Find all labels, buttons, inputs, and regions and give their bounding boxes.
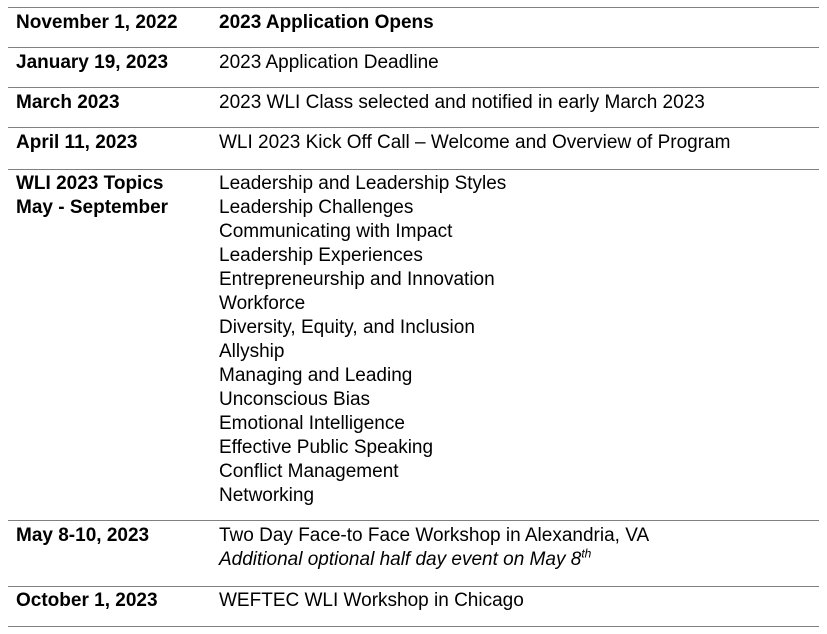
list-item: Unconscious Bias — [219, 389, 371, 410]
date-text: April 11, 2023 — [16, 132, 138, 153]
description-text: WEFTEC WLI Workshop in Chicago — [219, 590, 524, 611]
description-cell — [219, 131, 819, 169]
date-text: May - September — [16, 197, 169, 218]
description-cell — [219, 589, 819, 626]
list-item: Networking — [219, 485, 315, 506]
date-text: January 19, 2023 — [16, 52, 169, 73]
date-cell — [8, 589, 219, 626]
date-text: May 8-10, 2023 — [16, 525, 150, 546]
list-item: Conflict Management — [219, 461, 399, 482]
table-row — [8, 127, 819, 169]
date-cell — [8, 51, 219, 87]
description-cell — [219, 91, 819, 127]
date-cell — [8, 524, 219, 586]
note-superscript: th — [581, 546, 592, 561]
list-item: Leadership Challenges — [219, 197, 414, 218]
list-item: Diversity, Equity, and Inclusion — [219, 317, 475, 338]
date-cell — [8, 91, 219, 127]
list-item: Emotional Intelligence — [219, 413, 405, 434]
table-row — [8, 87, 819, 127]
date-text: November 1, 2022 — [16, 12, 178, 33]
optional-event-note — [219, 548, 819, 572]
list-item: Managing and Leading — [219, 365, 413, 386]
description-text: 2023 WLI Class selected and notified in early March 2023 — [219, 92, 705, 113]
list-item: Leadership and Leadership Styles — [219, 173, 507, 194]
table-row — [8, 586, 819, 627]
table-row — [8, 7, 819, 47]
list-item: Effective Public Speaking — [219, 437, 434, 458]
description-text: WLI 2023 Kick Off Call – Welcome and Overview of Program — [219, 132, 731, 153]
schedule-table — [8, 7, 819, 627]
description-text: Two Day Face-to Face Workshop in Alexandria, VA — [219, 525, 650, 546]
list-item: Allyship — [219, 341, 285, 362]
description-cell — [219, 51, 819, 87]
topics-list — [219, 172, 819, 520]
description-text: 2023 Application Opens — [219, 12, 434, 33]
description-text: 2023 Application Deadline — [219, 52, 439, 73]
list-item: Communicating with Impact — [219, 221, 453, 242]
date-text: WLI 2023 Topics — [16, 173, 164, 194]
table-row — [8, 520, 819, 586]
note-text: Additional optional half day event on May 8 — [219, 549, 582, 570]
date-text: March 2023 — [16, 92, 120, 113]
list-item: Workforce — [219, 293, 306, 314]
date-cell — [8, 11, 219, 47]
date-text: October 1, 2023 — [16, 590, 158, 611]
table-row — [8, 47, 819, 87]
description-cell — [219, 524, 819, 586]
date-cell — [8, 131, 219, 169]
list-item: Leadership Experiences — [219, 245, 423, 266]
list-item: Entrepreneurship and Innovation — [219, 269, 495, 290]
description-cell — [219, 11, 819, 47]
date-cell — [8, 172, 219, 520]
table-row — [8, 169, 819, 520]
